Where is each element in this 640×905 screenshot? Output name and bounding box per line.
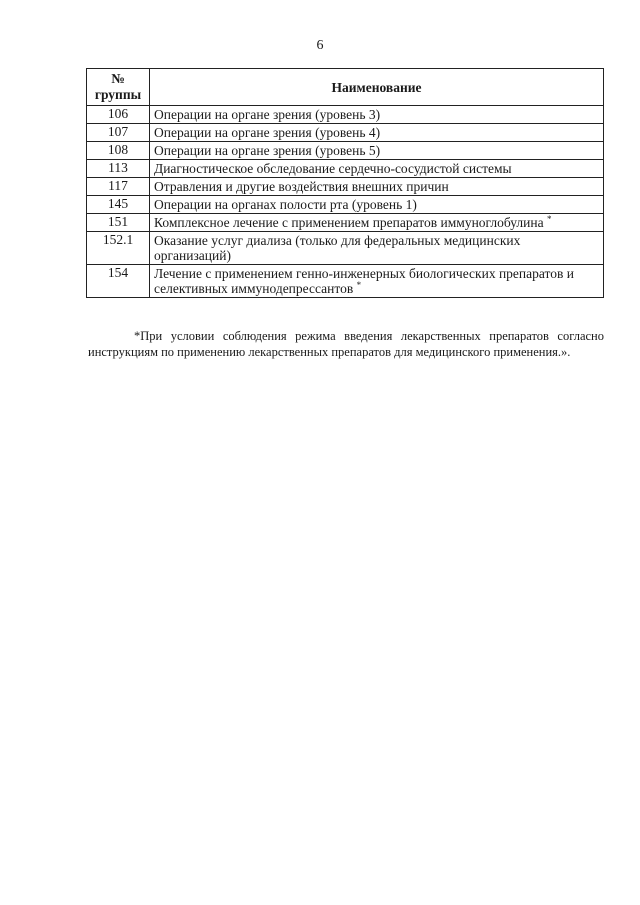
footnote-marker: * [546,214,552,224]
footnote-marker: * [356,280,362,290]
table-row [87,124,604,142]
table-body [87,106,604,298]
group-number-cell: 107 [87,124,150,142]
table-row [87,178,604,196]
group-number-cell: 117 [87,178,150,196]
group-name-cell [150,214,604,232]
group-name-text: Операции на органах полости рта (уровень 1) [154,197,417,212]
group-name-cell [150,232,604,265]
table-row [87,106,604,124]
group-name-cell [150,196,604,214]
group-name-text: Лечение с применением генно-инженерных биологических препаратов и селективных иммунодепрессантов [154,266,574,296]
group-name-text: Отравления и другие воздействия внешних причин [154,179,449,194]
footnote: *При условии соблюдения режима введения лекарственных препаратов согласно инструкциям по применению лекарственных препаратов для медицинского применения.». [88,329,604,359]
group-name-text: Оказание услуг диализа (только для федеральных медицинских организаций) [154,233,521,263]
group-name-cell [150,142,604,160]
group-name-cell [150,265,604,298]
groups-table [86,68,604,298]
group-name-text: Операции на органе зрения (уровень 4) [154,125,381,140]
table-row [87,160,604,178]
table-row [87,214,604,232]
group-number-cell: 145 [87,196,150,214]
table-row [87,265,604,298]
group-number-header-line1: № [111,71,125,86]
group-number-cell: 108 [87,142,150,160]
table-row [87,142,604,160]
group-number-cell: 151 [87,214,150,232]
group-name-text: Диагностическое обследование сердечно-сосудистой системы [154,161,512,176]
group-name-cell [150,106,604,124]
group-name-cell [150,178,604,196]
group-name-text: Операции на органе зрения (уровень 5) [154,143,381,158]
group-number-cell: 154 [87,265,150,298]
table-row [87,196,604,214]
table-row [87,232,604,265]
group-number-header [87,69,150,106]
group-name-cell [150,160,604,178]
group-number-cell: 152.1 [87,232,150,265]
group-number-header-line2: группы [94,87,142,102]
name-header: Наименование [150,69,604,106]
group-name-cell [150,124,604,142]
table-header-row [87,69,604,106]
group-number-cell: 106 [87,106,150,124]
group-name-text: Комплексное лечение с применением препаратов иммуноглобулина [154,215,544,230]
page-number: 6 [316,38,324,53]
group-name-text: Операции на органе зрения (уровень 3) [154,107,381,122]
group-number-cell: 113 [87,160,150,178]
